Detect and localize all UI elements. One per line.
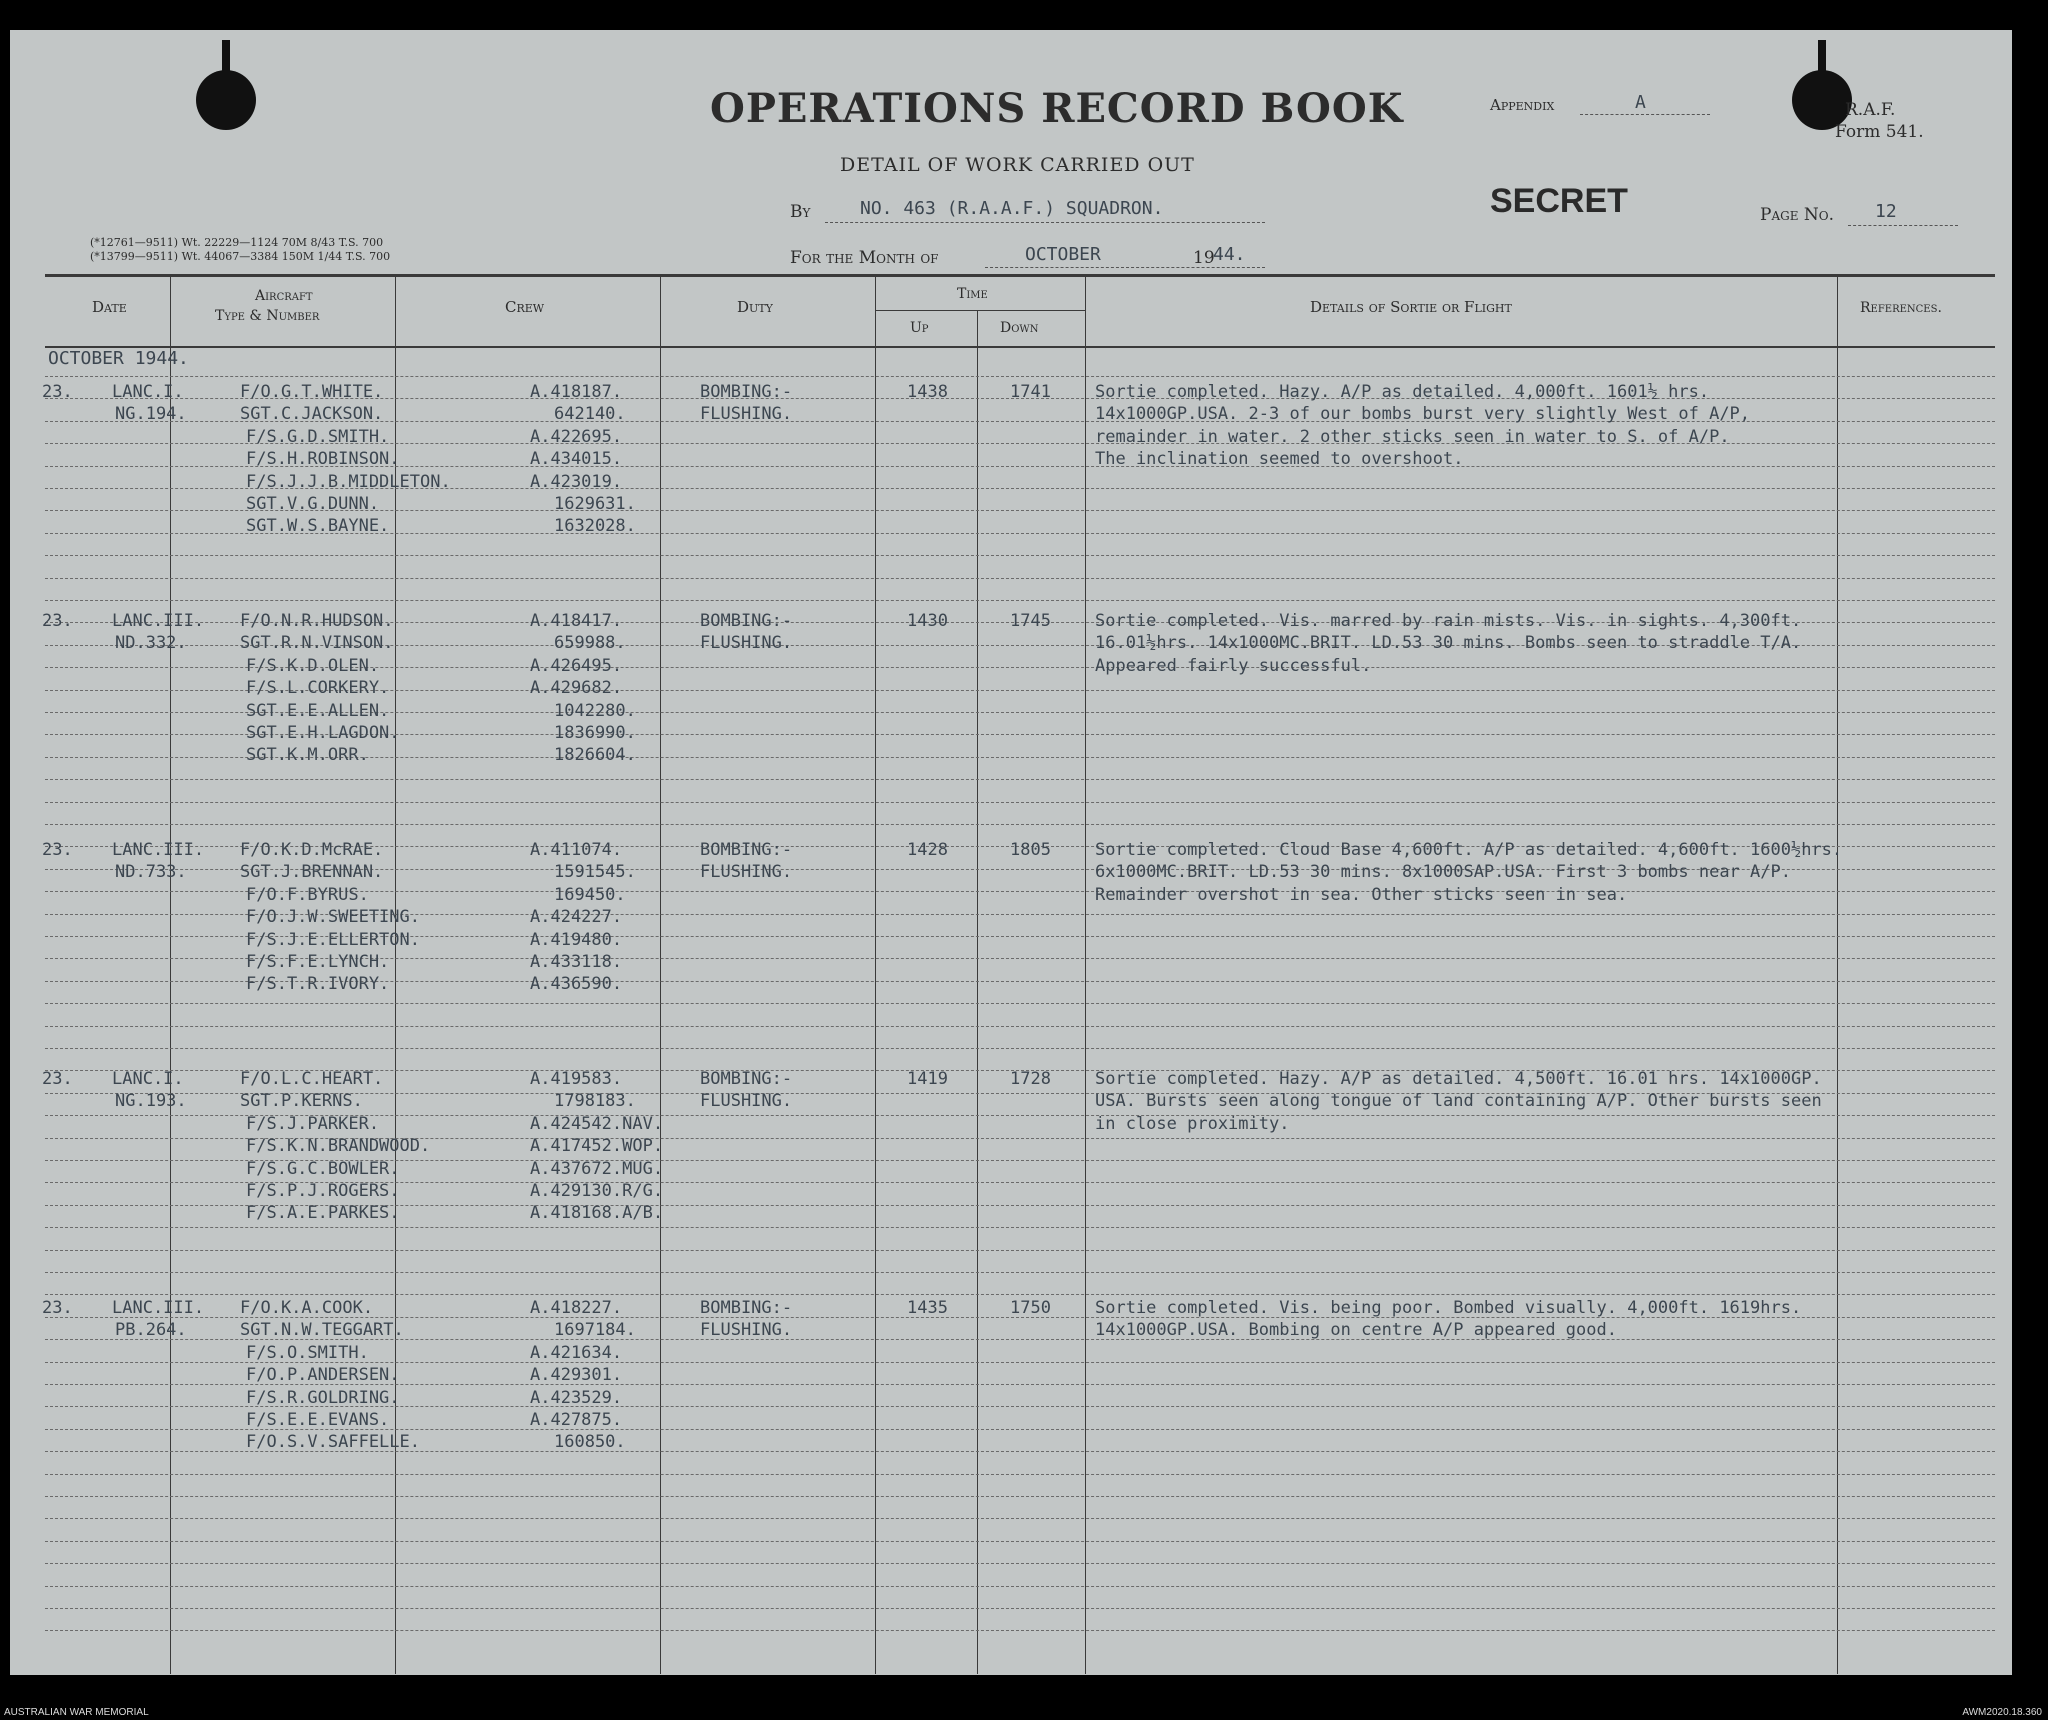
print-code-1: (*12761—9511) Wt. 22229—1124 70M 8/43 T.S. 700 [90,236,384,249]
crew-name: F/S.P.J.ROGERS. [246,1181,400,1201]
aircraft-number: NG.194. [115,404,187,425]
crew-name: F/S.G.D.SMITH. [246,426,390,447]
secret-stamp: SECRET [1490,182,1628,220]
sortie-details-line: Remainder overshot in sea. Other sticks seen in sea. [1095,884,1628,905]
crew-name: F/S.R.GOLDRING. [246,1387,400,1408]
month-value: OCTOBER [1025,244,1101,265]
time-down: 1741 [1010,382,1051,402]
duty-line: BOMBING:- [700,382,793,402]
crew-number: A.426495. [530,655,623,676]
time-down: 1728 [1010,1069,1051,1089]
entry-date: 23. [42,1069,73,1089]
footer-right: AWM2020.18.360 [1962,1707,2042,1718]
aircraft-number: NG.193. [115,1091,187,1112]
crew-number: 642140. [554,404,626,425]
entry-date: 23. [42,382,73,402]
duty-line: BOMBING:- [700,611,793,631]
crew-name: F/S.F.E.LYNCH. [246,952,390,972]
raf-label: R.A.F. [1845,100,1896,120]
duty-line: BOMBING:- [700,840,793,860]
crew-name: F/S.K.N.BRANDWOOD. [246,1136,431,1157]
aircraft-number: ND.332. [115,633,187,654]
crew-name: F/S.L.CORKERY. [246,678,390,699]
crew-name: F/O.S.V.SAFFELLE. [246,1432,420,1453]
crew-number: A.429130.R/G. [530,1181,664,1201]
time-up: 1438 [907,382,948,402]
time-up: 1428 [907,840,948,860]
appendix-value: A [1635,92,1646,113]
crew-name: SGT.R.N.VINSON. [240,633,394,654]
crew-name: F/O.F.BYRUS. [246,884,369,905]
time-down: 1745 [1010,611,1051,631]
sortie-details-line: Sortie completed. Hazy. A/P as detailed. 4,000ft. 1601½ hrs. [1095,382,1710,402]
year-value: 44. [1213,244,1246,265]
col-up: Up [910,320,929,336]
sortie-details-line: 6x1000MC.BRIT. LD.53 30 mins. 8x1000SAP.USA. First 3 bombs near A/P. [1095,862,1791,883]
aircraft-type: LANC.III. [112,1298,205,1318]
crew-name: F/S.T.R.IVORY. [246,974,390,995]
crew-number: A.418168.A/B. [530,1203,664,1224]
crew-name: F/O.J.W.SWEETING. [246,907,420,928]
time-up: 1419 [907,1069,948,1089]
crew-number: A.418187. [530,382,623,402]
crew-number: A.411074. [530,840,623,860]
crew-name: F/O.L.C.HEART. [240,1069,384,1089]
sortie-details-line: Sortie completed. Vis. marred by rain mists. Vis. in sights. 4,300ft. [1095,611,1802,631]
crew-number: A.423019. [530,471,623,492]
time-up: 1430 [907,611,948,631]
duty-target: FLUSHING. [700,404,793,425]
print-code-2: (*13799—9511) Wt. 44067—3384 150M 1/44 T.S. 700 [90,250,391,263]
aircraft-type: LANC.III. [112,611,205,631]
crew-name: F/O.P.ANDERSEN. [246,1365,400,1386]
time-down: 1750 [1010,1298,1051,1318]
crew-name: SGT.P.KERNS. [240,1091,363,1112]
crew-number: 169450. [554,884,626,905]
page-no-label: Page No. [1760,205,1834,225]
crew-name: SGT.V.G.DUNN. [246,494,380,514]
punch-hole-left [196,70,256,130]
crew-name: F/S.H.ROBINSON. [246,449,400,470]
crew-number: 160850. [554,1432,626,1453]
squadron-value: NO. 463 (R.A.A.F.) SQUADRON. [860,198,1164,219]
sortie-details-line: remainder in water. 2 other sticks seen in water to S. of A/P. [1095,426,1730,447]
duty-line: BOMBING:- [700,1069,793,1089]
crew-name: F/S.J.J.B.MIDDLETON. [246,471,451,492]
aircraft-type: LANC.III. [112,840,205,860]
crew-name: F/O.G.T.WHITE. [240,382,384,402]
sortie-details-line: 16.01½hrs. 14x1000MC.BRIT. LD.53 30 mins. Bombs seen to straddle T/A. [1095,633,1802,654]
crew-number: 1632028. [554,516,636,537]
by-label: By [790,202,811,222]
duty-target: FLUSHING. [700,862,793,883]
crew-number: A.437672.MUG. [530,1158,664,1179]
sortie-details-line: 14x1000GP.USA. 2-3 of our bombs burst very slightly West of A/P, [1095,404,1751,425]
crew-name: SGT.N.W.TEGGART. [240,1320,404,1341]
duty-target: FLUSHING. [700,1091,793,1112]
sortie-details-line: Appeared fairly successful. [1095,655,1372,676]
crew-number: A.418417. [530,611,623,631]
crew-name: SGT.J.BRENNAN. [240,862,384,883]
crew-number: 1826604. [554,745,636,766]
crew-number: 1629631. [554,494,636,514]
sortie-details-line: Sortie completed. Hazy. A/P as detailed. 4,500ft. 16.01 hrs. 14x1000GP. [1095,1069,1822,1089]
sortie-details-line: 14x1000GP.USA. Bombing on centre A/P appeared good. [1095,1320,1617,1341]
col-duty: Duty [737,298,773,316]
crew-number: A.433118. [530,952,623,972]
entry-date: 23. [42,1298,73,1318]
crew-name: SGT.W.S.BAYNE. [246,516,390,537]
crew-number: A.417452.WOP. [530,1136,664,1157]
aircraft-type: LANC.I. [112,1069,184,1089]
col-aircraft-type: Type & Number [215,308,320,324]
appendix-label: Appendix [1490,96,1555,114]
crew-number: A.429682. [530,678,623,699]
col-details: Details of Sortie or Flight [1310,298,1512,316]
page-title: OPERATIONS RECORD BOOK [710,85,1404,132]
sortie-details-line: Sortie completed. Vis. being poor. Bombed visually. 4,000ft. 1619hrs. [1095,1298,1802,1318]
crew-number: A.436590. [530,974,623,995]
aircraft-type: LANC.I. [112,382,184,402]
crew-number: A.434015. [530,449,623,470]
crew-number: A.427875. [530,1410,623,1430]
duty-target: FLUSHING. [700,1320,793,1341]
crew-number: A.424227. [530,907,623,928]
sortie-details-line: in close proximity. [1095,1113,1290,1134]
year-prefix: 19 [1193,248,1215,268]
crew-name: F/S.K.D.OLEN. [246,655,380,676]
sortie-details-line: USA. Bursts seen along tongue of land containing A/P. Other bursts seen [1095,1091,1822,1112]
crew-name: F/S.A.E.PARKES. [246,1203,400,1224]
crew-name: F/S.E.E.EVANS. [246,1410,390,1430]
crew-number: A.419480. [530,929,623,950]
crew-name: F/O.K.D.McRAE. [240,840,384,860]
sortie-details-line: Sortie completed. Cloud Base 4,600ft. A/P as detailed. 4,600ft. 1600½hrs. [1095,840,1843,860]
crew-name: F/S.J.PARKER. [246,1113,380,1134]
entry-date: 23. [42,611,73,631]
crew-number: A.422695. [530,426,623,447]
crew-number: 1798183. [554,1091,636,1112]
crew-name: F/S.G.C.BOWLER. [246,1158,400,1179]
crew-name: F/O.K.A.COOK. [240,1298,374,1318]
crew-name: F/O.N.R.HUDSON. [240,611,394,631]
page-no-value: 12 [1875,201,1897,222]
crew-number: A.429301. [530,1365,623,1386]
footer-left: AUSTRALIAN WAR MEMORIAL [4,1707,149,1718]
col-crew: Crew [505,298,545,316]
crew-number: A.423529. [530,1387,623,1408]
crew-number: 1591545. [554,862,636,883]
form-label: Form 541. [1835,122,1924,142]
time-down: 1805 [1010,840,1051,860]
crew-name: F/S.J.E.ELLERTON. [246,929,420,950]
sortie-details-line: The inclination seemed to overshoot. [1095,449,1464,470]
page-subtitle: DETAIL OF WORK CARRIED OUT [840,154,1195,176]
col-aircraft: Aircraft [255,288,313,304]
duty-target: FLUSHING. [700,633,793,654]
crew-number: 1697184. [554,1320,636,1341]
month-label: For the Month of [790,248,939,268]
entry-date: 23. [42,840,73,860]
aircraft-number: ND.733. [115,862,187,883]
duty-line: BOMBING:- [700,1298,793,1318]
month-heading: OCTOBER 1944. [48,348,189,369]
crew-number: A.418227. [530,1298,623,1318]
record-sheet [10,30,2012,1675]
col-down: Down [1000,320,1039,336]
crew-number: 1836990. [554,723,636,743]
crew-number: 1042280. [554,700,636,721]
punch-hole-right [1792,70,1852,130]
crew-name: SGT.K.M.ORR. [246,745,369,766]
time-up: 1435 [907,1298,948,1318]
aircraft-number: PB.264. [115,1320,187,1341]
crew-number: A.421634. [530,1342,623,1363]
crew-number: A.419583. [530,1069,623,1089]
crew-name: SGT.C.JACKSON. [240,404,384,425]
col-time: Time [957,286,988,302]
col-date: Date [92,298,127,316]
crew-name: SGT.E.H.LAGDON. [246,723,400,743]
crew-number: 659988. [554,633,626,654]
crew-number: A.424542.NAV. [530,1113,664,1134]
col-references: References. [1860,300,1942,316]
crew-name: F/S.O.SMITH. [246,1342,369,1363]
crew-name: SGT.E.E.ALLEN. [246,700,390,721]
